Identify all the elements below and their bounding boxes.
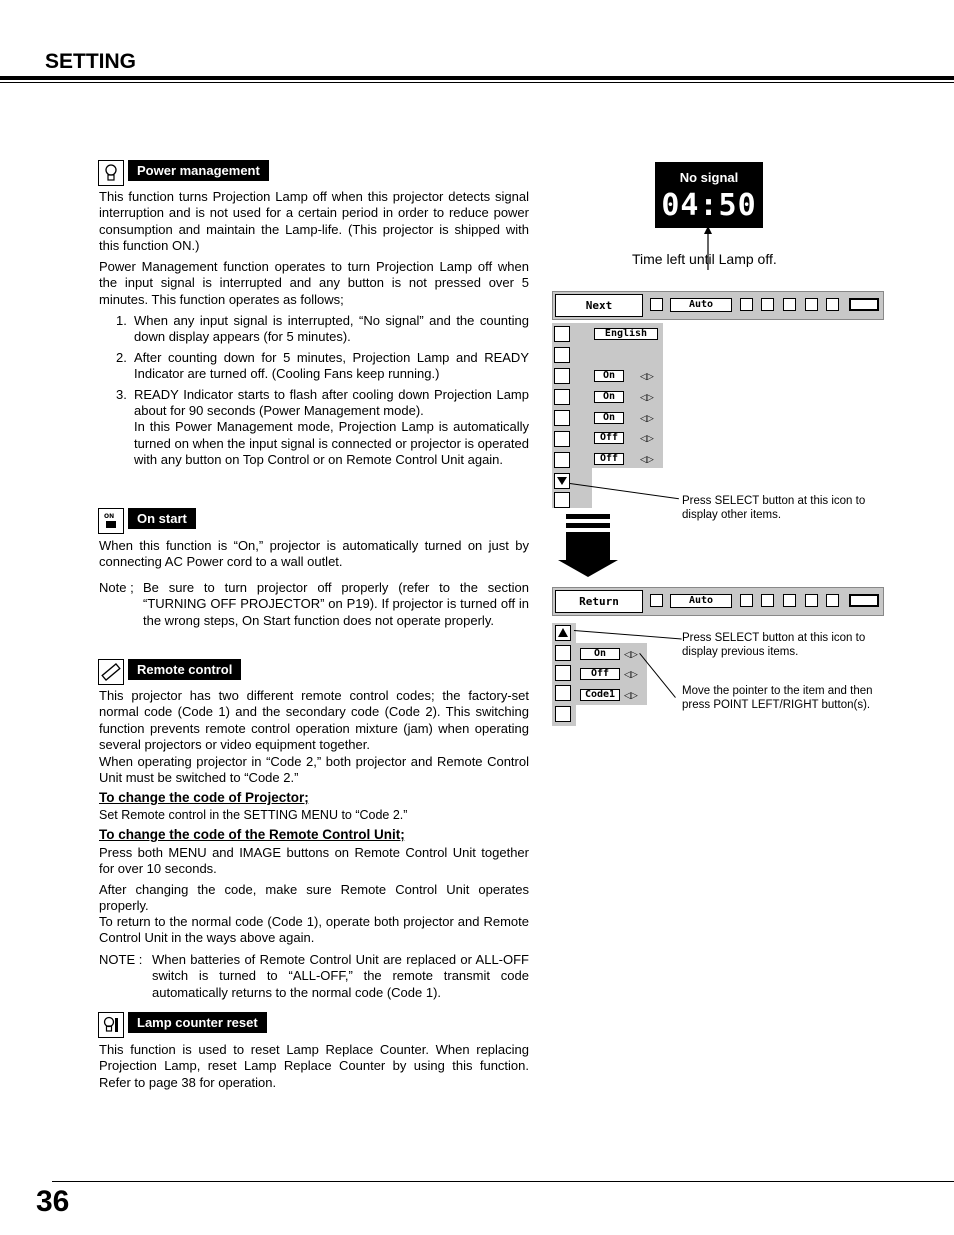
callout-move-pointer: Move the pointer to the item and then press POINT LEFT/RIGHT button(s). <box>682 685 873 711</box>
big-down-arrow-icon <box>558 514 618 578</box>
sound-icon[interactable] <box>826 594 839 607</box>
blue-back-icon[interactable] <box>554 368 570 384</box>
image-select-icon[interactable] <box>783 298 796 311</box>
lamp-paragraph: This function is used to reset Lamp Replace Counter. When replacing Projection Lamp, reset Lamp Replace Counter by using this function. Refer to page 38 for operation. <box>99 1042 529 1090</box>
screen-icon[interactable] <box>805 298 818 311</box>
remote-paragraph-3: After changing the code, make sure Remote Control Unit operates properly. <box>99 882 529 914</box>
input-icon[interactable] <box>650 594 663 607</box>
sound-icon[interactable] <box>826 298 839 311</box>
auto-indicator: Auto <box>670 298 732 312</box>
power-management-menu-icon[interactable] <box>555 645 571 661</box>
callout-line-2 <box>574 630 682 639</box>
screen-icon[interactable] <box>805 594 818 607</box>
language-value[interactable]: English <box>594 328 658 340</box>
change-projector-code-text: Set Remote control in the SETTING MENU to “Code 2.” <box>99 808 408 822</box>
header-rule-thick <box>0 76 954 80</box>
callout-other-items: Press SELECT button at this icon to display other items. <box>682 495 866 521</box>
terminal-icon[interactable] <box>554 452 570 468</box>
left-right-arrow-icon[interactable]: ◁▷ <box>640 392 654 402</box>
onstart-note-text: Be sure to turn projector off properly (refer to the section “TURNING OFF PROJECTOR” on P19). If projector is turned off in the wrong steps, On Start function does not operate properly. <box>143 580 529 628</box>
section-title-remote-control: Remote control <box>128 659 241 680</box>
display-icon[interactable] <box>554 389 570 405</box>
language-icon[interactable] <box>554 326 570 342</box>
auto-indicator: Auto <box>670 594 732 608</box>
display-value[interactable]: On <box>594 391 624 403</box>
image-menu-icon[interactable] <box>740 298 753 311</box>
change-remote-code-text: Press both MENU and IMAGE buttons on Remote Control Unit together for over 10 seconds. <box>99 845 529 877</box>
remote-control-icon <box>98 659 124 685</box>
setting-icon-column-2 <box>552 623 576 726</box>
onstart-note-label: Note ; <box>99 580 134 595</box>
setting-menu-bar-2 <box>552 587 884 616</box>
svg-text:ON: ON <box>104 513 115 520</box>
page-number: 36 <box>36 1185 70 1218</box>
left-right-arrow-icon[interactable]: ◁▷ <box>640 413 654 423</box>
power-paragraph-2: Power Management function operates to turn Projection Lamp off when the input signal is interrupted and any button is not pressed over 5 minutes. This function operates as follows; <box>99 259 529 307</box>
remote-paragraph-2: When operating projector in “Code 2,” both projector and Remote Control Unit must be switched to “Code 2.” <box>99 754 529 786</box>
scroll-up-icon[interactable] <box>555 625 571 641</box>
section-title-on-start: On start <box>128 508 196 529</box>
remote-note-text: When batteries of Remote Control Unit are replaced or ALL-OFF switch is turned to “ALL-OFF,” the remote transmit code automatically returns to the normal code (Code 1). <box>152 952 529 1000</box>
footer-rule <box>52 1181 954 1182</box>
remote-paragraph-4: To return to the normal code (Code 1), operate both projector and Remote Control Unit in the ways above again. <box>99 914 529 946</box>
subheading-change-remote-code: To change the code of the Remote Control Unit; <box>99 827 405 842</box>
lamp-counter-menu-icon[interactable] <box>555 706 571 722</box>
list-item: 1. When any input signal is interrupted, “No signal” and the counting down display appears (for 5 minutes). <box>116 313 529 345</box>
scroll-down-icon[interactable] <box>554 473 570 489</box>
power-paragraph-1: This function turns Projection Lamp off when this projector detects signal interruption and is not used for a certain period in order to reduce power consumption and maintain the Lamp-life. (This projector is shipped with this function ON.) <box>99 189 529 254</box>
input-icon[interactable] <box>650 298 663 311</box>
return-button[interactable]: Return <box>555 590 643 613</box>
section-title-power-management: Power management <box>128 160 269 181</box>
section-title-lamp-counter-reset: Lamp counter reset <box>128 1012 267 1033</box>
no-signal-timer-display <box>655 162 763 228</box>
left-right-arrow-icon[interactable]: ◁▷ <box>640 454 654 464</box>
remote-note-label: NOTE : <box>99 952 143 967</box>
callout-previous-items: Press SELECT button at this icon to display previous items. <box>682 632 866 658</box>
on-start-icon <box>98 508 124 534</box>
page-header-title: SETTING <box>45 50 137 73</box>
pc-adjust-icon[interactable] <box>761 594 774 607</box>
left-right-arrow-icon[interactable]: ◁▷ <box>624 690 638 700</box>
subheading-change-projector-code: To change the code of Projector; <box>99 790 309 805</box>
power-management-value[interactable]: On <box>580 648 620 660</box>
terminal-value[interactable]: Off <box>594 453 624 465</box>
setting-values-panel-1 <box>592 323 663 468</box>
remote-control-value[interactable]: Code1 <box>580 689 620 701</box>
setting-menu-bar-1 <box>552 291 884 320</box>
ceiling-value[interactable]: On <box>594 412 624 424</box>
keystone-icon[interactable] <box>554 347 570 363</box>
no-signal-label: No signal <box>679 170 739 185</box>
left-right-arrow-icon[interactable]: ◁▷ <box>640 371 654 381</box>
setting-menu-icon[interactable] <box>849 594 879 607</box>
blue-back-value[interactable]: On <box>594 370 624 382</box>
lamp-counter-menu-icon[interactable] <box>554 492 570 508</box>
setting-values-panel-2 <box>576 643 647 705</box>
remote-control-menu-icon[interactable] <box>555 685 571 701</box>
image-select-icon[interactable] <box>783 594 796 607</box>
on-start-value[interactable]: Off <box>580 668 620 680</box>
header-rule-thin <box>0 82 954 83</box>
left-right-arrow-icon[interactable]: ◁▷ <box>640 433 654 443</box>
list-item: 3. READY Indicator starts to flash after cooling down Projection Lamp about for 90 seconds (Power Management mode). In this Power Management mode, Projection Lamp is automatically turned on when the input signal is connected or projector is operated with any button on Top Control or on Remote Control Unit again. <box>116 386 529 468</box>
setting-menu-icon[interactable] <box>849 298 879 311</box>
next-button[interactable]: Next <box>555 294 643 317</box>
rear-value[interactable]: Off <box>594 432 624 444</box>
lamp-icon <box>98 160 124 186</box>
pc-adjust-icon[interactable] <box>761 298 774 311</box>
list-item: 2. After counting down for 5 minutes, Projection Lamp and READY Indicator are turned off. (Cooling Fans keep running.) <box>116 349 529 382</box>
countdown-value: 04:50 <box>661 188 757 223</box>
image-menu-icon[interactable] <box>740 594 753 607</box>
left-right-arrow-icon[interactable]: ◁▷ <box>624 649 638 659</box>
timer-caption: Time left until Lamp off. <box>632 251 777 267</box>
rear-icon[interactable] <box>554 431 570 447</box>
on-start-menu-icon[interactable] <box>555 665 571 681</box>
power-steps-list <box>116 313 529 473</box>
remote-paragraph-1: This projector has two different remote control codes; the factory-set normal code (Code 1) and the secondary code (Code 2). This switching function prevents remote control operation mixture (jam) when operating several projectors or video equipment together. <box>99 688 529 753</box>
ceiling-icon[interactable] <box>554 410 570 426</box>
onstart-paragraph: When this function is “On,” projector is automatically turned on just by connecting AC Power cord to a wall outlet. <box>99 538 529 570</box>
lamp-counter-icon <box>98 1012 124 1038</box>
left-right-arrow-icon[interactable]: ◁▷ <box>624 669 638 679</box>
setting-icon-column-1 <box>552 323 592 508</box>
